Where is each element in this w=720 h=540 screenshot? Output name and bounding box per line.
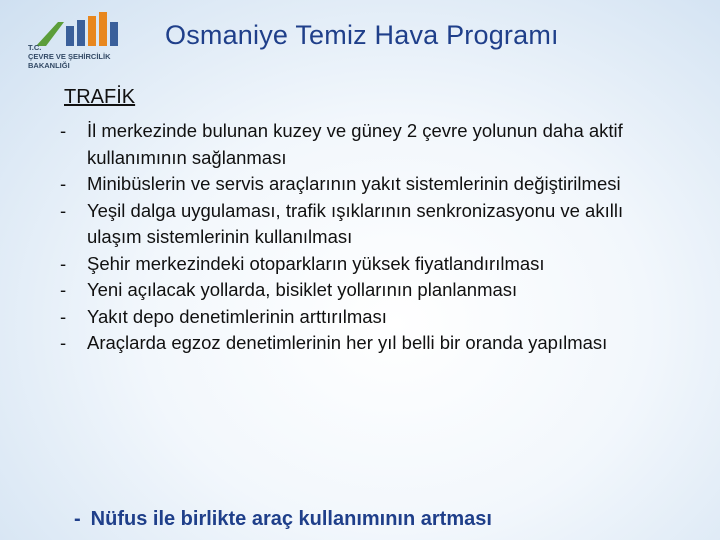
footer-marker: - xyxy=(74,508,81,530)
logo-text xyxy=(28,43,138,70)
bullet-text: Araçlarda egzoz denetimlerinin her yıl belli bir oranda yapılması xyxy=(87,332,608,353)
bullet-text: Yakıt depo denetimlerinin arttırılması xyxy=(87,305,387,327)
bullet-item xyxy=(58,171,678,198)
bullet-marker: - xyxy=(60,199,67,221)
bullet-marker: - xyxy=(60,252,67,274)
bullet-item xyxy=(58,330,678,357)
ministry-logo xyxy=(26,10,136,76)
section-heading: TRAFİK xyxy=(64,86,136,108)
bullet-text: İl merkezinde bulunan kuzey ve güney 2 çevre yolunun daha aktif kullanımının sağlanması xyxy=(87,120,623,168)
logo-line: T.C. xyxy=(28,43,42,52)
bullet-list xyxy=(58,118,678,357)
bullet-marker: - xyxy=(60,120,67,141)
footer-text: Nüfus ile birlikte araç kullanımının artması xyxy=(90,508,492,530)
bullet-text: Yeşil dalga uygulaması, trafik ışıklarının senkronizasyonu ve akıllı ulaşım sistemlerinin kullanılması xyxy=(87,199,624,247)
bullet-text: Şehir merkezindeki otoparkların yüksek fiyatlandırılması xyxy=(87,252,545,274)
bullet-marker: - xyxy=(60,279,67,300)
bullet-item xyxy=(58,251,678,278)
slide-title: Osmaniye Temiz Hava Programı xyxy=(165,20,559,50)
logo-line: ÇEVRE VE ŞEHİRCİLİK xyxy=(28,52,111,61)
ministry-emblem-icon xyxy=(36,12,122,46)
bullet-item xyxy=(58,198,678,251)
bullet-marker: - xyxy=(60,332,67,353)
bullet-marker: - xyxy=(60,173,67,194)
bullet-text: Minibüslerin ve servis araçlarının yakıt sistemlerinin değiştirilmesi xyxy=(87,173,621,194)
bullet-text: Yeni açılacak yollarda, bisiklet yollarının planlanması xyxy=(87,279,518,300)
footer-note xyxy=(74,508,492,531)
bullet-marker: - xyxy=(60,305,67,327)
bullet-item xyxy=(58,118,678,171)
bullet-item xyxy=(58,277,678,304)
bullet-item xyxy=(58,304,678,331)
logo-line: BAKANLIĞI xyxy=(28,61,70,70)
